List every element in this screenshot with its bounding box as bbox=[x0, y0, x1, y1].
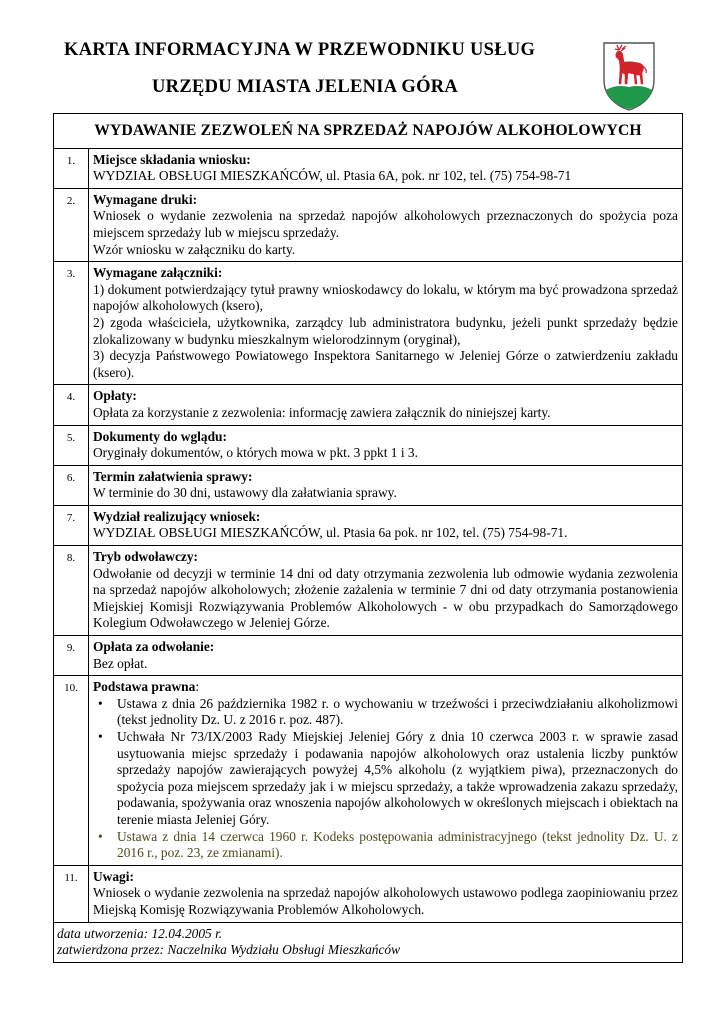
section-text: Odwołanie od decyzji w terminie 14 dni od daty otrzymania zezwolenia lub odmowie wydania zezwolenia na sprzedaż napojów alkoholowych; złożenie zażalenia w terminie 7 dni od daty otrzymania postanowienia Miejskiej Komisji Rozwiązywania Problemów Alkoholowych - w obu przypadkach do Samorządowego Kolegium Odwoławczego w Jeleniej Górze. bbox=[93, 565, 678, 631]
section-label: Termin załatwienia sprawy: bbox=[93, 468, 253, 484]
section-number: 8. bbox=[54, 546, 89, 636]
section-content bbox=[89, 385, 683, 425]
approved-by: zatwierdzona przez: Naczelnika Wydziału Obsługi Mieszkańców bbox=[57, 942, 401, 958]
section-content bbox=[89, 425, 683, 465]
section-label: Podstawa prawna bbox=[93, 679, 196, 695]
section-row-5 bbox=[54, 425, 683, 465]
section-content bbox=[89, 865, 683, 922]
section-label: Wymagane załączniki: bbox=[93, 265, 223, 281]
footer-row bbox=[54, 922, 683, 962]
section-label: Uwagi: bbox=[93, 868, 134, 884]
section-number: 11. bbox=[54, 865, 89, 922]
coat-of-arms-icon bbox=[601, 40, 657, 112]
section-content bbox=[89, 188, 683, 261]
section-text: Wniosek o wydanie zezwolenia na sprzedaż napojów alkoholowych ustawowo podlega zaopiniowaniu przez Miejską Komisję Rozwiązywania Problemów Alkoholowych. bbox=[93, 885, 678, 917]
section-number: 2. bbox=[54, 188, 89, 261]
section-text: 1) dokument potwierdzający tytuł prawny wnioskodawcy do lokalu, w którym ma być prowadzona sprzedaż napojów alkoholowych (ksero), bbox=[93, 281, 678, 314]
section-row-11 bbox=[54, 865, 683, 922]
section-label: Opłata za odwołanie: bbox=[93, 639, 215, 655]
section-text: Opłata za korzystanie z zezwolenia: informację zawiera załącznik do niniejszej karty. bbox=[93, 404, 551, 420]
section-row-8 bbox=[54, 546, 683, 636]
list-item: • Ustawa z dnia 26 października 1982 r. o wychowaniu w trzeźwości i przeciwdziałaniu alkoholizmowi (tekst jednolity Dz. U. z 2016 r. poz. 487). bbox=[117, 696, 678, 729]
section-content bbox=[89, 636, 683, 676]
section-number: 10. bbox=[54, 676, 89, 866]
section-content bbox=[89, 505, 683, 545]
section-row-9 bbox=[54, 636, 683, 676]
section-text: W terminie do 30 dni, ustawowy dla załatwiania sprawy. bbox=[93, 485, 397, 501]
section-text: Bez opłat. bbox=[93, 655, 148, 671]
card-title: WYDAWANIE ZEZWOLEŃ NA SPRZEDAŻ NAPOJÓW ALKOHOLOWYCH bbox=[54, 114, 683, 149]
section-text: WYDZIAŁ OBSŁUGI MIESZKAŃCÓW, ul. Ptasia 6A, pok. nr 102, tel. (75) 754-98-71 bbox=[93, 168, 572, 184]
section-number: 1. bbox=[54, 148, 89, 188]
section-row-1 bbox=[54, 148, 683, 188]
created-date: data utworzenia: 12.04.2005 r. bbox=[57, 925, 223, 941]
legal-basis-list bbox=[93, 696, 678, 862]
section-number: 7. bbox=[54, 505, 89, 545]
section-label: Tryb odwoławczy: bbox=[93, 549, 199, 565]
section-number: 4. bbox=[54, 385, 89, 425]
list-item: • Ustawa z dnia 14 czerwca 1960 r. Kodeks postępowania administracyjnego (tekst jednolity Dz. U. z 2016 r., poz. 23, ze zmianami). bbox=[117, 829, 678, 862]
header bbox=[0, 0, 724, 115]
page-title-line-2: URZĘDU MIASTA JELENIA GÓRA bbox=[152, 77, 459, 97]
section-number: 9. bbox=[54, 636, 89, 676]
section-row-4 bbox=[54, 385, 683, 425]
section-label: Wydział realizujący wniosek: bbox=[93, 508, 261, 524]
section-content bbox=[89, 262, 683, 385]
section-label: Wymagane druki: bbox=[93, 191, 198, 207]
section-content bbox=[89, 676, 683, 866]
section-row-6 bbox=[54, 465, 683, 505]
section-text: Oryginały dokumentów, o których mowa w pkt. 3 ppkt 1 i 3. bbox=[93, 445, 418, 461]
section-content bbox=[89, 465, 683, 505]
section-label: Miejsce składania wniosku: bbox=[93, 151, 251, 167]
card-title-row bbox=[54, 114, 683, 149]
section-text: Wzór wniosku w załączniku do karty. bbox=[93, 241, 296, 257]
section-number: 5. bbox=[54, 425, 89, 465]
section-row-2 bbox=[54, 188, 683, 261]
section-text: WYDZIAŁ OBSŁUGI MIESZKAŃCÓW, ul. Ptasia 6a pok. nr 102, tel. (75) 754-98-71. bbox=[93, 525, 568, 541]
section-row-3 bbox=[54, 262, 683, 385]
list-item: • Uchwała Nr 73/IX/2003 Rady Miejskiej Jeleniej Góry z dnia 10 czerwca 2003 r. w sprawie zasad usytuowania miejsc sprzedaży i podawania napojów alkoholowych oraz ustalenia liczby punktów sprzedaży napojów zawierających powyżej 4,5% alkoholu (z wyjątkiem piwa), przeznaczonych do spożycia poza miejscem sprzedaży jak i w miejscu sprzedaży, a także wprowadzenia zakazu sprzedaży, podawania, spożywania oraz wnoszenia napojów alkoholowych w określonych miejscach i obiektach na terenie miasta Jeleniej Góry. bbox=[117, 729, 678, 829]
section-label: Dokumenty do wglądu: bbox=[93, 428, 227, 444]
section-row-7 bbox=[54, 505, 683, 545]
section-content bbox=[89, 148, 683, 188]
section-number: 6. bbox=[54, 465, 89, 505]
section-text: Wniosek o wydanie zezwolenia na sprzedaż napojów alkoholowych przeznaczonych do spożycia poza miejscem sprzedaży lub w miejscu sprzedaży. bbox=[93, 208, 678, 240]
page-title-line-1: KARTA INFORMACYJNA W PRZEWODNIKU USŁUG bbox=[64, 40, 536, 60]
info-card-table bbox=[53, 113, 683, 963]
section-label: Opłaty: bbox=[93, 388, 137, 404]
section-content bbox=[89, 546, 683, 636]
section-row-10 bbox=[54, 676, 683, 866]
footer bbox=[54, 922, 683, 962]
crest-hill bbox=[606, 86, 652, 109]
section-number: 3. bbox=[54, 262, 89, 385]
label-colon: : bbox=[195, 679, 200, 695]
section-text: 2) zgoda właściciela, użytkownika, zarządcy lub administratora budynku, jeżeli punkt sprzedaży będzie zlokalizowany w budynku mieszkalnym wielorodzinnym (oryginał), bbox=[93, 314, 678, 347]
section-text: 3) decyzja Państwowego Powiatowego Inspektora Sanitarnego w Jeleniej Górze o zatwierdzeniu zakładu (ksero). bbox=[93, 348, 678, 380]
